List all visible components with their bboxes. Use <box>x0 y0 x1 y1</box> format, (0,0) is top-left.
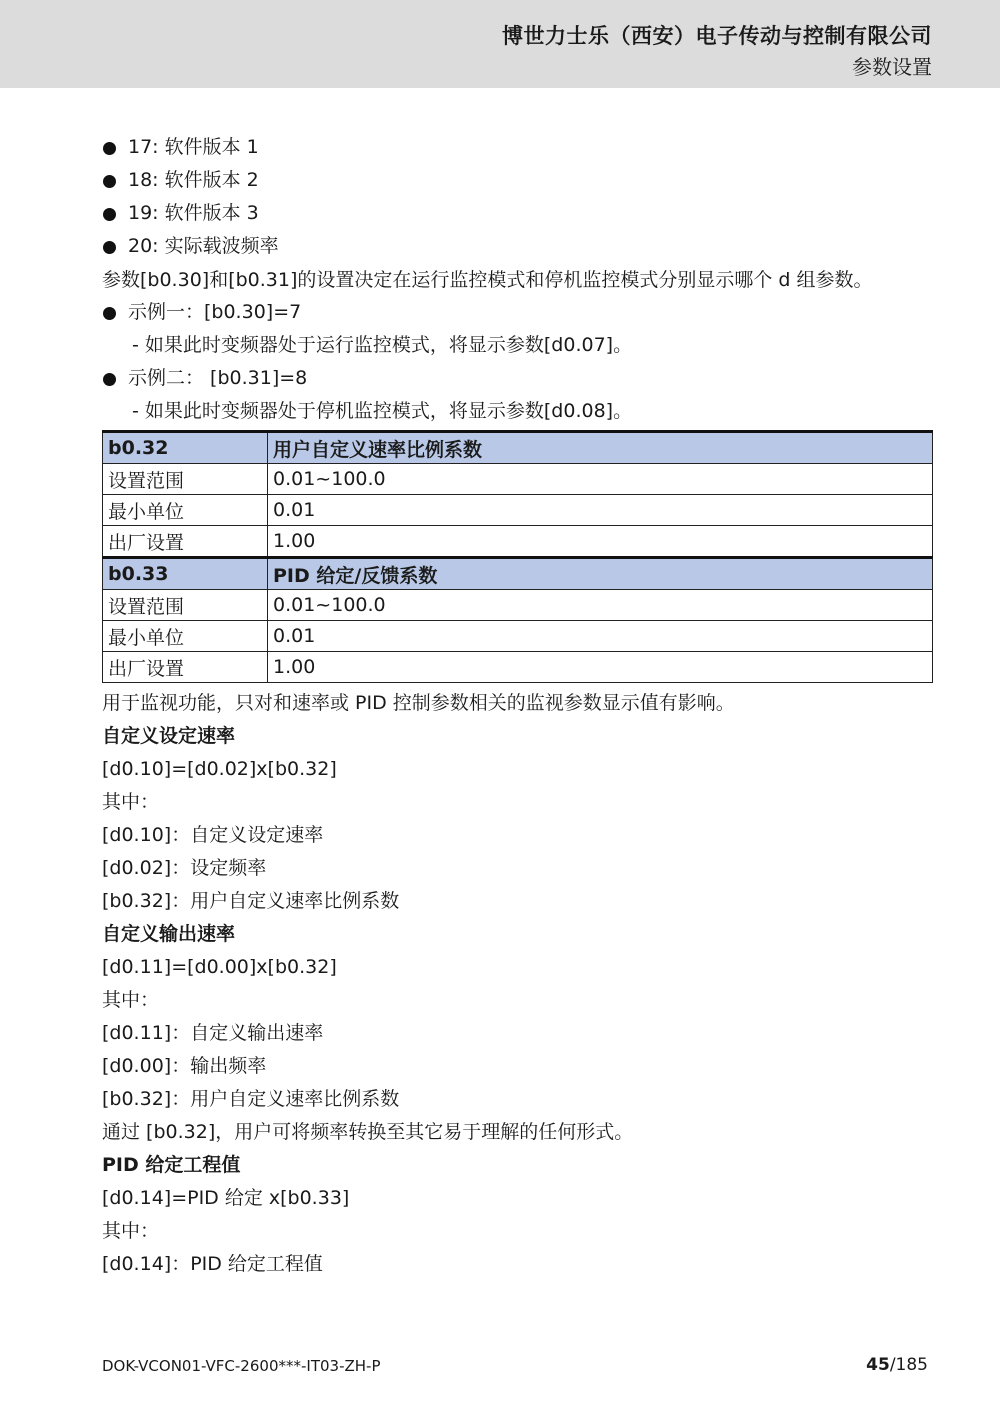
formula: [d0.10]=[d0.02]x[b0.32] <box>102 758 337 780</box>
row-value: 1.00 <box>268 652 933 683</box>
row-label: 设置范围 <box>103 590 268 621</box>
row-value: 0.01~100.0 <box>268 464 933 495</box>
example-detail: - 如果此时变频器处于运行监控模式，将显示参数[d0.07]。 <box>132 334 633 356</box>
row-label: 最小单位 <box>103 621 268 652</box>
formula: [d0.11]=[d0.00]x[b0.32] <box>102 956 337 978</box>
table-row <box>103 590 933 621</box>
list-item: 20: 实际载波频率 <box>102 230 934 263</box>
bullet-icon <box>103 175 116 188</box>
parameter-table <box>102 430 933 683</box>
list-item: 17: 软件版本 1 <box>102 131 934 164</box>
definition-item: [d0.11]：自定义输出速率 <box>102 1022 324 1044</box>
definition-item: [d0.10]：自定义设定速率 <box>102 824 324 846</box>
section-title: 参数设置 <box>852 55 932 79</box>
definition-item: [b0.32]：用户自定义速率比例系数 <box>102 890 400 912</box>
bullet-icon <box>103 208 116 221</box>
page-number <box>866 1355 928 1375</box>
definition-item: [d0.14]：PID 给定工程值 <box>102 1253 323 1275</box>
param-name: 用户自定义速率比例系数 <box>268 432 933 464</box>
bullet-icon <box>103 307 116 320</box>
table-row <box>103 495 933 526</box>
table-row <box>103 652 933 683</box>
param-header-row <box>103 558 933 590</box>
table-row <box>103 621 933 652</box>
example-item: 示例二： [b0.31]=8 <box>102 362 934 395</box>
section-heading: 自定义设定速率 <box>102 725 236 747</box>
table-row <box>103 464 933 495</box>
param-code: b0.33 <box>103 558 268 590</box>
section-heading: PID 给定工程值 <box>102 1154 241 1176</box>
bullet-icon <box>103 241 116 254</box>
list-item: 19: 软件版本 3 <box>102 197 934 230</box>
row-label: 出厂设置 <box>103 526 268 558</box>
list-item: 18: 软件版本 2 <box>102 164 934 197</box>
page-content <box>102 131 934 1281</box>
row-label: 最小单位 <box>103 495 268 526</box>
param-code: b0.32 <box>103 432 268 464</box>
definition-item: [d0.00]：输出频率 <box>102 1055 267 1077</box>
example-item: 示例一：[b0.30]=7 <box>102 296 934 329</box>
row-label: 设置范围 <box>103 464 268 495</box>
table-row <box>103 526 933 558</box>
definition-item: [d0.02]：设定频率 <box>102 857 267 879</box>
param-header-row <box>103 432 933 464</box>
page-total: /185 <box>889 1355 928 1375</box>
row-value: 0.01 <box>268 495 933 526</box>
row-value: 0.01 <box>268 621 933 652</box>
row-label: 出厂设置 <box>103 652 268 683</box>
convert-paragraph: 通过 [b0.32]，用户可将频率转换至其它易于理解的任何形式。 <box>102 1121 634 1143</box>
row-value: 1.00 <box>268 526 933 558</box>
where-label: 其中： <box>102 791 160 813</box>
page-current: 45 <box>866 1355 890 1375</box>
company-name: 博世力士乐（西安）电子传动与控制有限公司 <box>502 24 932 48</box>
page-header <box>0 0 1000 88</box>
example-detail: - 如果此时变频器处于停机监控模式，将显示参数[d0.08]。 <box>132 400 633 422</box>
document-id: DOK-VCON01-VFC-2600***-IT03-ZH-P <box>102 1357 381 1375</box>
intro-paragraph: 参数[b0.30]和[b0.31]的设置决定在运行监控模式和停机监控模式分别显示哪个 d 组参数。 <box>102 269 873 291</box>
where-label: 其中： <box>102 1220 160 1242</box>
bullet-icon <box>103 142 116 155</box>
bullet-icon <box>103 373 116 386</box>
section-heading: 自定义输出速率 <box>102 923 236 945</box>
param-name: PID 给定/反馈系数 <box>268 558 933 590</box>
note-paragraph: 用于监视功能，只对和速率或 PID 控制参数相关的监视参数显示值有影响。 <box>102 692 735 714</box>
row-value: 0.01~100.0 <box>268 590 933 621</box>
definition-item: [b0.32]：用户自定义速率比例系数 <box>102 1088 400 1110</box>
where-label: 其中： <box>102 989 160 1011</box>
formula: [d0.14]=PID 给定 x[b0.33] <box>102 1187 350 1209</box>
